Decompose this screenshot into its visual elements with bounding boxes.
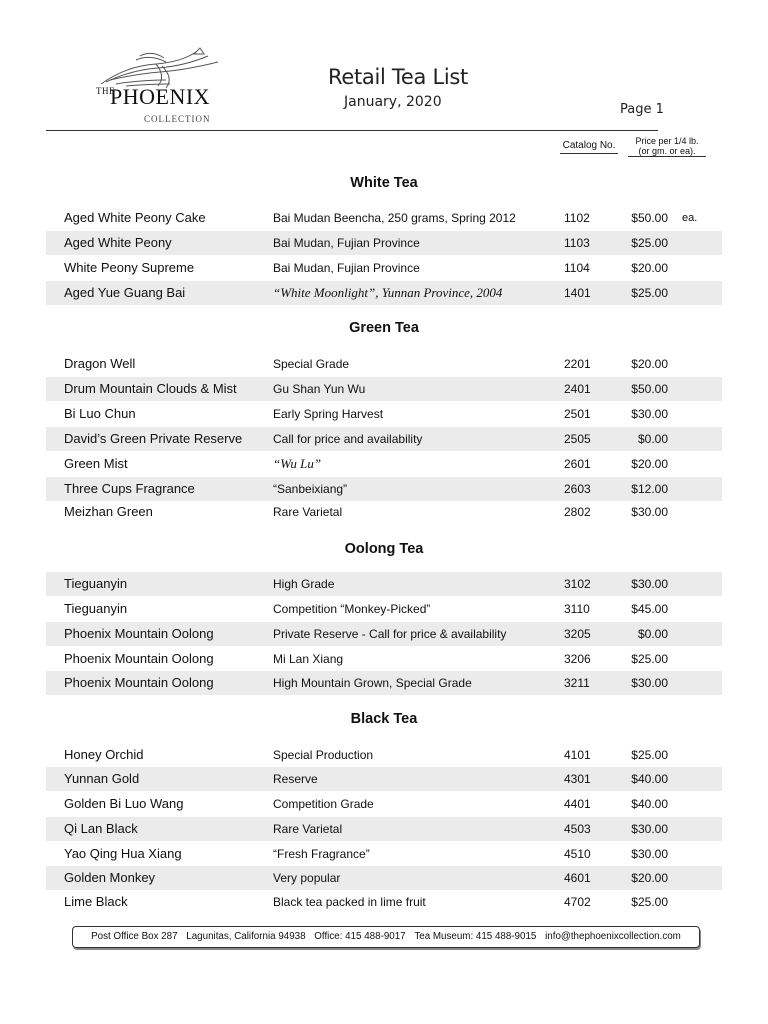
price: $50.00 [631, 211, 668, 225]
table-row [46, 231, 722, 255]
footer-address: Post Office Box 287 [91, 931, 178, 942]
price: $20.00 [631, 871, 668, 885]
table-row [46, 671, 722, 695]
tea-description: Bai Mudan, Fujian Province [273, 236, 420, 250]
price: $30.00 [631, 822, 668, 836]
tea-description: Call for price and availability [273, 432, 423, 446]
price-column-header [628, 136, 706, 157]
tea-description: “White Moonlight”, Yunnan Province, 2004 [273, 285, 503, 300]
catalog-number: 2201 [564, 357, 591, 371]
tea-description: Bai Mudan Beencha, 250 grams, Spring 2012 [273, 211, 516, 225]
tea-name: Bi Luo Chun [64, 406, 136, 421]
tea-name: Aged Yue Guang Bai [64, 285, 186, 300]
price-header-line2: (or gm. or ea). [638, 146, 696, 156]
catalog-number: 3102 [564, 577, 591, 591]
tea-description: “Fresh Fragrance” [273, 847, 370, 861]
price: $30.00 [631, 847, 668, 861]
price: $25.00 [631, 652, 668, 666]
tea-description: Gu Shan Yun Wu [273, 382, 366, 396]
table-row [46, 500, 722, 524]
catalog-number: 4601 [564, 871, 591, 885]
catalog-number: 4503 [564, 822, 591, 836]
tea-name: Aged White Peony Cake [64, 210, 206, 225]
catalog-column-header: Catalog No. [560, 140, 618, 154]
price: $25.00 [631, 286, 668, 300]
tea-description: Bai Mudan, Fujian Province [273, 261, 420, 275]
catalog-number: 1102 [564, 211, 590, 225]
catalog-number: 2501 [564, 407, 591, 421]
header-rule [46, 130, 658, 131]
catalog-number: 2505 [564, 432, 591, 446]
price: $20.00 [631, 457, 668, 471]
logo-wordmark: PHOENIX [110, 84, 211, 109]
tea-description: “Sanbeixiang” [273, 482, 348, 496]
table-row [46, 767, 722, 791]
tea-name: David’s Green Private Reserve [64, 431, 243, 446]
catalog-number: 1104 [564, 261, 590, 275]
table-row [46, 866, 722, 890]
catalog-number: 4702 [564, 895, 591, 909]
tea-name: Drum Mountain Clouds & Mist [64, 381, 237, 396]
tea-description: Special Production [273, 748, 374, 762]
table-row [46, 352, 722, 376]
page-title: Retail Tea List [328, 65, 468, 89]
section-title-white-tea: White Tea [350, 175, 418, 191]
tea-description: Competition Grade [273, 797, 374, 811]
footer-city: Lagunitas, California 94938 [186, 931, 306, 942]
tea-description: Rare Varietal [273, 822, 343, 836]
tea-name: Golden Monkey [64, 870, 156, 885]
page-number: Page 1 [620, 102, 664, 117]
price: $30.00 [631, 407, 668, 421]
tea-name: Honey Orchid [64, 747, 144, 762]
table-row [46, 477, 722, 501]
tea-description: Rare Varietal [273, 505, 343, 519]
price: $0.00 [637, 432, 668, 446]
tea-name: Phoenix Mountain Oolong [64, 651, 214, 666]
catalog-number: 3110 [564, 602, 590, 616]
phoenix-logo [66, 46, 230, 130]
price: $20.00 [631, 261, 668, 275]
contact-footer [72, 926, 700, 948]
table-row [46, 622, 722, 646]
catalog-number: 2601 [564, 457, 591, 471]
section-title-green-tea: Green Tea [349, 320, 419, 336]
tea-name: Dragon Well [64, 356, 136, 371]
table-row [46, 817, 722, 841]
tea-description: Competition “Monkey-Picked” [273, 602, 431, 616]
page-date: January, 2020 [344, 94, 442, 110]
table-row [46, 452, 722, 476]
catalog-number: 4401 [564, 797, 591, 811]
table-row [46, 647, 722, 671]
tea-name: Golden Bi Luo Wang [64, 796, 184, 811]
price: $30.00 [631, 505, 668, 519]
footer-email-link[interactable]: info@thephoenixcollection.com [545, 931, 681, 942]
catalog-number: 4510 [564, 847, 591, 861]
tea-name: Phoenix Mountain Oolong [64, 675, 214, 690]
logo-subtitle: COLLECTION [144, 114, 211, 124]
table-row [46, 377, 722, 401]
table-row [46, 792, 722, 816]
price: $12.00 [631, 482, 668, 496]
price: $50.00 [631, 382, 668, 396]
price: $0.00 [637, 627, 668, 641]
price: $25.00 [631, 748, 668, 762]
tea-name: Phoenix Mountain Oolong [64, 626, 214, 641]
tea-description: Reserve [273, 772, 318, 786]
tea-description: High Grade [273, 577, 335, 591]
tea-description: Black tea packed in lime fruit [273, 895, 426, 909]
tea-name: Lime Black [64, 894, 128, 909]
tea-name: Aged White Peony [64, 235, 172, 250]
price: $30.00 [631, 676, 668, 690]
tea-description: Early Spring Harvest [273, 407, 384, 421]
footer-office-phone: Office: 415 488-9017 [314, 931, 406, 942]
catalog-number: 2401 [564, 382, 591, 396]
section-title-black-tea: Black Tea [350, 711, 418, 727]
tea-name: Yao Qing Hua Xiang [64, 846, 182, 861]
catalog-number: 3205 [564, 627, 591, 641]
tea-name: Meizhan Green [64, 504, 153, 519]
price: $45.00 [631, 602, 668, 616]
table-row [46, 890, 722, 914]
price: $40.00 [631, 797, 668, 811]
price: $20.00 [631, 357, 668, 371]
tea-description: Private Reserve - Call for price & availability [273, 627, 507, 641]
tea-name: Three Cups Fragrance [64, 481, 195, 496]
footer-museum-phone: Tea Museum: 415 488-9015 [414, 931, 537, 942]
tea-name: White Peony Supreme [64, 260, 195, 275]
tea-description: Very popular [273, 871, 341, 885]
catalog-number: 2802 [564, 505, 591, 519]
tea-description: Special Grade [273, 357, 350, 371]
section-title-oolong-tea: Oolong Tea [344, 541, 424, 557]
tea-name: Tieguanyin [64, 576, 128, 591]
tea-name: Green Mist [64, 456, 128, 471]
tea-description: High Mountain Grown, Special Grade [273, 676, 472, 690]
price-unit: ea. [682, 212, 698, 224]
table-row [46, 206, 722, 230]
price: $40.00 [631, 772, 668, 786]
catalog-number: 4101 [564, 748, 591, 762]
table-row [46, 402, 722, 426]
tea-description: Mi Lan Xiang [273, 652, 344, 666]
table-row [46, 281, 722, 305]
table-row [46, 597, 722, 621]
price-header-line1: Price per 1/4 lb. [635, 136, 699, 146]
catalog-number: 1401 [564, 286, 591, 300]
price: $30.00 [631, 577, 668, 591]
catalog-number: 3211 [564, 676, 590, 690]
table-row [46, 427, 722, 451]
catalog-number: 4301 [564, 772, 591, 786]
catalog-number: 3206 [564, 652, 591, 666]
table-row [46, 572, 722, 596]
catalog-number: 1103 [564, 236, 590, 250]
catalog-number: 2603 [564, 482, 591, 496]
table-row [46, 842, 722, 866]
price: $25.00 [631, 236, 668, 250]
logo-the-text: THE [96, 86, 115, 96]
tea-name: Yunnan Gold [64, 771, 140, 786]
price: $25.00 [631, 895, 668, 909]
table-row [46, 743, 722, 767]
tea-name: Tieguanyin [64, 601, 128, 616]
tea-description: “Wu Lu” [273, 456, 322, 471]
tea-name: Qi Lan Black [64, 821, 138, 836]
table-row [46, 256, 722, 280]
